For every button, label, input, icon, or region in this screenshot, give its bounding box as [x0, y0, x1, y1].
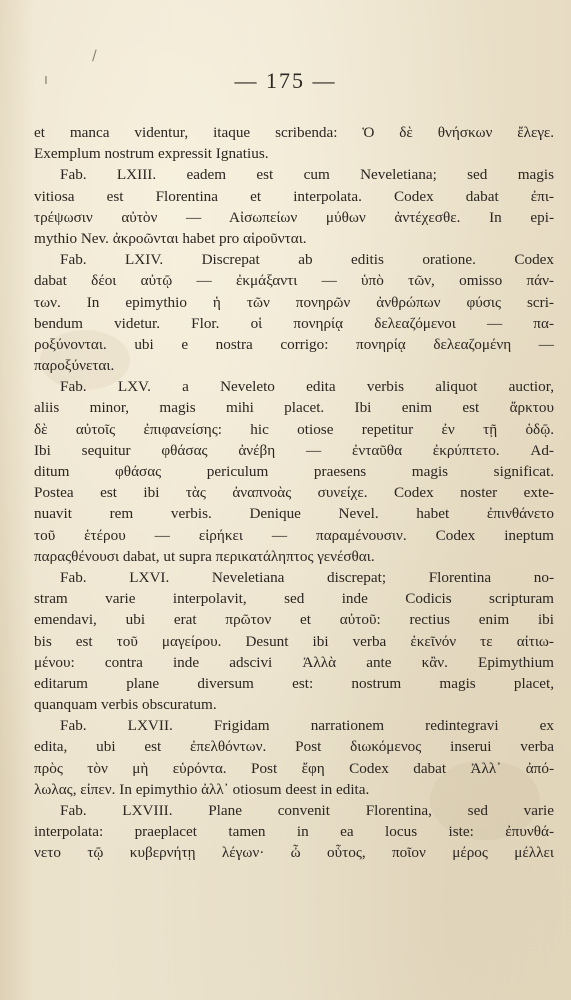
text-line: dabat δέοι αὐτῷ — ἐκμάξαντι — ὑπὸ τῶν, omisso πάν-	[34, 272, 554, 290]
text-line: τρέψωσιν αὐτὸν — Αἰσωπείων μύθων ἀντέχεσθε. In epi-	[34, 208, 554, 226]
text-line: Fab. LXVI. Neveletiana discrepat; Florentina no-	[60, 568, 554, 586]
text-line: edita, ubi est ἐπελθόντων. Post διωκόμενος inserui verba	[34, 738, 554, 756]
text-line: Ibi sequitur φθάσας ἀνέβη — ἐνταῦθα ἐκρύπτετο. Ad-	[34, 441, 554, 459]
text-line: editarum plane diversum est: nostrum magis placet,	[34, 674, 554, 692]
body-text	[34, 122, 554, 864]
page-number: — 175 —	[234, 68, 337, 93]
text-line: quanquam verbis obscuratum.	[34, 696, 217, 714]
text-line: δὲ αὐτοῖς ἐπιφανείσης: hic otiose repetitur ἐν τῇ ὁδῷ.	[34, 420, 554, 438]
text-line: stram varie interpolavit, sed inde Codicis scripturam	[34, 590, 554, 608]
text-line: bis est τοῦ μαγείρου. Desunt ibi verba ἐκεῖνόν τε αἰτιω-	[34, 632, 554, 650]
pencil-mark: ı	[44, 72, 48, 88]
text-line: παραςθένουσι dabat, ut supra περικατάληπτος γενέσθαι.	[34, 547, 375, 565]
text-line: μένου: contra inde adscivi Ἀλλὰ ante κἂν. Epimythium	[34, 653, 554, 671]
text-line: mythio Nev. ἀκροῶνται habet pro αἱροῦνται.	[34, 229, 307, 247]
text-line: ditum φθάσας periculum praesens magis significat.	[34, 463, 554, 480]
pencil-mark: /	[92, 48, 97, 64]
text-line: Fab. LXV. a Neveleto edita verbis aliquot auctior,	[60, 378, 554, 396]
text-line: emendavi, ubi erat πρῶτον et αὐτοῦ: rectius enim ibi	[34, 611, 554, 629]
text-line: των. In epimythio ἡ τῶν πονηρῶν ἀνθρώπων φύσις scri-	[34, 293, 554, 311]
text-line: ροξύνονται. ubi e nostra corrigo: πονηρίᾳ δελεαζομένη —	[34, 335, 554, 353]
text-line: bendum videtur. Flor. οἱ πονηρίᾳ δελεαζόμενοι — πα-	[34, 314, 554, 332]
text-line: vitiosa est Florentina et interpolata. Codex dabat ἐπι-	[34, 187, 554, 205]
text-line: aliis minor, magis mihi placet. Ibi enim est ἄρκτου	[34, 399, 554, 417]
text-line: Postea est ibi τὰς ἀναπνοὰς συνείχε. Codex noster exte-	[34, 484, 554, 502]
text-line: Fab. LXIV. Discrepat ab editis oratione. Codex	[60, 251, 554, 269]
text-line: Fab. LXVII. Frigidam narrationem redintegravi ex	[60, 717, 554, 735]
text-line: πρὸς τὸν μὴ εὑρόντα. Post ἔφη Codex dabat Ἀλλ᾽ ἀπό-	[34, 759, 554, 777]
text-line: Fab. LXVIII. Plane convenit Florentina, sed varie	[60, 802, 554, 819]
text-line: interpolata: praeplacet tamen in ea locus iste: ἐπυνθά-	[34, 823, 554, 841]
text-line: νετο τῷ κυβερνήτῃ λέγων· ὦ οὗτος, ποῖον μέρος μέλλει	[34, 844, 554, 862]
text-line: et manca videntur, itaque scribenda: Ὁ δὲ θνήσκων ἔλεγε.	[34, 124, 554, 141]
text-line: Exemplum nostrum expressit Ignatius.	[34, 145, 269, 163]
text-line: λωλας, εἰπεν. In epimythio ἀλλ᾽ otiosum deest in edita.	[34, 780, 370, 798]
text-line: τοῦ ἑτέρου — εἰρήκει — παραμένουσιν. Codex ineptum	[34, 526, 554, 544]
text-line: παροξύνεται.	[34, 357, 115, 375]
text-line: Fab. LXIII. eadem est cum Neveletiana; sed magis	[60, 166, 554, 184]
text-line: nuavit rem verbis. Denique Nevel. habet ἐπινθάνετο	[34, 505, 554, 523]
